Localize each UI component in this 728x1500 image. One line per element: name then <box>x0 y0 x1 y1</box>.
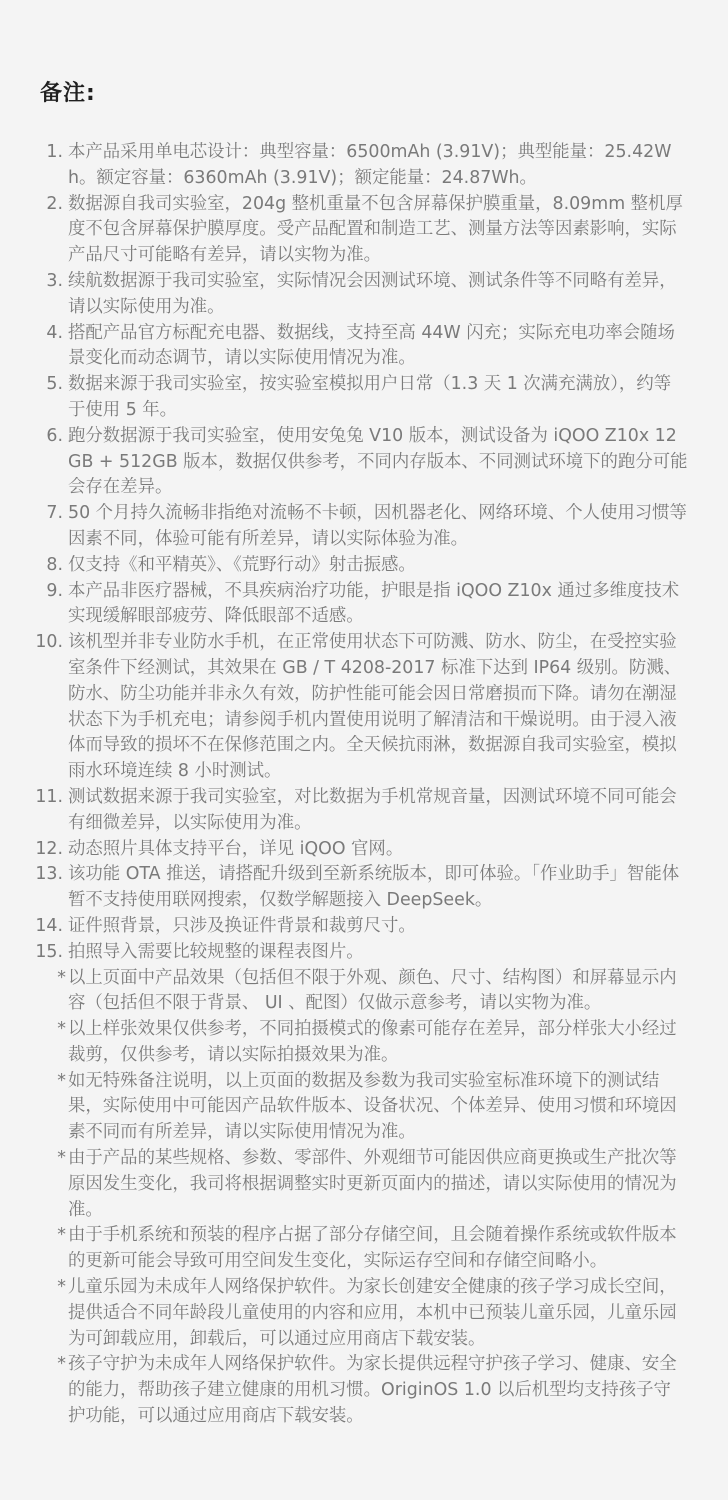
note-text: 动态照片具体支持平台，详见 iQOO 官网。 <box>68 838 404 859</box>
note-number: 6. <box>46 425 63 446</box>
note-text: 数据源自我司实验室，204g 整机重量不包含屏幕保护膜重量，8.09mm 整机厚度不包含屏幕保护膜厚度。受产品配置和制造工艺、测量方法等因素影响，实际产品尺寸可能略有差异，请以实物为准。 <box>68 193 683 266</box>
note-item-10 <box>0 630 728 785</box>
note-text: 50 个月持久流畅非指绝对流畅不卡顿，因机器老化、网络环境、个人使用习惯等因素不同，体验可能有所差异，请以实际体验为准。 <box>68 503 687 549</box>
note-text: 拍照导入需要比较规整的课程表图片。 <box>68 941 364 962</box>
disclaimer-text: 由于手机系统和预装的程序占据了部分存储空间，且会随着操作系统或软件版本的更新可能会导致可用空间发生变化，实际运存空间和存储空间略小。 <box>68 1225 677 1272</box>
note-item-3 <box>0 269 728 321</box>
note-text: 数据来源于我司实验室，按实验室模拟用户日常（1.3 天 1 次满充满放），约等于使用 5 年。 <box>68 374 672 420</box>
note-number: 8. <box>46 554 63 575</box>
note-text: 该功能 OTA 推送，请搭配升级到至新系统版本，即可体验。「作业助手」智能体暂不支持使用联网搜索，仅数学解题接入 DeepSeek。 <box>68 864 680 911</box>
note-number: 2. <box>46 193 63 214</box>
disclaimer-item <box>0 1223 728 1275</box>
asterisk-marker: * <box>57 1354 66 1375</box>
note-item-13 <box>0 862 728 914</box>
disclaimer-item <box>0 1146 728 1223</box>
note-item-4 <box>0 321 728 373</box>
note-text: 本产品采用单电芯设计：典型容量：6500mAh (3.91V)；典型能量：25.42Wh。额定容量：6360mAh (3.91V)；额定能量：24.87Wh。 <box>68 142 672 188</box>
asterisk-marker: * <box>57 1070 66 1091</box>
note-text: 仅支持《和平精英》、《荒野行动》射击振感。 <box>68 554 416 575</box>
asterisk-marker: * <box>57 967 66 988</box>
disclaimer-text: 以上页面中产品效果（包括但不限于外观、颜色、尺寸、结构图）和屏幕显示内容（包括但不限于背景、 UI 、配图）仅做示意参考，请以实物为准。 <box>68 967 677 1014</box>
asterisk-marker: * <box>57 1019 66 1040</box>
asterisk-marker: * <box>57 1148 66 1169</box>
note-item-12 <box>0 837 728 863</box>
note-number: 10. <box>35 632 63 653</box>
note-item-8 <box>0 553 728 579</box>
disclaimer-item <box>0 1352 728 1429</box>
note-number: 13. <box>35 864 63 885</box>
disclaimer-text: 孩子守护为未成年人网络保护软件。为家长提供远程守护孩子学习、健康、安全的能力，帮助孩子建立健康的用机习惯。OriginOS 1.0 以后机型均支持孩子守护功能，可以通过应用商店下载安装。 <box>68 1354 677 1427</box>
note-number: 7. <box>46 503 63 524</box>
note-number: 1. <box>46 142 63 162</box>
note-number: 14. <box>35 915 63 936</box>
note-item-9 <box>0 579 728 631</box>
disclaimer-item <box>0 966 728 1018</box>
asterisk-marker: * <box>57 1277 66 1298</box>
disclaimer-item <box>0 1275 728 1352</box>
note-item-7 <box>0 501 728 553</box>
note-number: 12. <box>35 838 63 859</box>
disclaimer-item <box>0 1017 728 1069</box>
note-text: 搭配产品官方标配充电器、数据线，支持至高 44W 闪充；实际充电功率会随场景变化而动态调节，请以实际使用情况为准。 <box>68 322 675 369</box>
disclaimer-text: 由于产品的某些规格、参数、零部件、外观细节可能因供应商更换或生产批次等原因发生变化，我司将根据调整实时更新页面内的描述，请以实际使用的情况为准。 <box>68 1148 677 1220</box>
note-text: 该机型并非专业防水手机，在正常使用状态下可防溅、防水、防尘，在受控实验室条件下经测试，其效果在 GB / T 4208-2017 标准下达到 IP64 级别。防溅、防水、防尘功能并非永久有效，防护性能可能会因日常磨损而下降。请勿在潮湿状态下为手机充电；请参阅手机内置使用说明了解清洁和干燥说明。由于浸入液体而导致的损坏不在保修范围之内。全天候抗雨淋，数据源自我司实验室，模拟雨水环境连续 8 小时测试。 <box>68 632 682 782</box>
asterisk-marker: * <box>57 1225 66 1246</box>
note-item-11 <box>0 785 728 837</box>
page-title: 备注: <box>40 81 96 106</box>
disclaimer-text: 以上样张效果仅供参考，不同拍摄模式的像素可能存在差异，部分样张大小经过裁剪，仅供参考，请以实际拍摄效果为准。 <box>68 1019 677 1065</box>
note-item-1 <box>0 140 728 192</box>
note-text: 测试数据来源于我司实验室，对比数据为手机常规音量，因测试环境不同可能会有细微差异，以实际使用为准。 <box>68 786 677 833</box>
note-text: 跑分数据源于我司实验室，使用安兔兔 V10 版本，测试设备为 iQOO Z10x 12GB + 512GB 版本，数据仅供参考，不同内存版本、不同测试环境下的跑分可能会存在差异。 <box>68 425 688 498</box>
note-item-6 <box>0 424 728 501</box>
note-text: 本产品非医疗器械，不具疾病治疗功能，护眼是指 iQOO Z10x 通过多维度技术实现缓解眼部疲劳、降低眼部不适感。 <box>68 580 680 627</box>
note-number: 3. <box>46 270 63 291</box>
note-item-2 <box>0 192 728 269</box>
note-number: 11. <box>35 786 63 807</box>
note-item-5 <box>0 372 728 424</box>
notes-list <box>0 140 728 1430</box>
note-number: 9. <box>46 580 63 601</box>
note-number: 4. <box>46 322 63 343</box>
disclaimer-text: 如无特殊备注说明，以上页面的数据及参数为我司实验室标准环境下的测试结果，实际使用中可能因产品软件版本、设备状况、个体差异、使用习惯和环境因素不同而有所差异，请以实际使用情况为准。 <box>68 1070 677 1143</box>
note-item-15 <box>0 940 728 966</box>
note-text: 续航数据源于我司实验室，实际情况会因测试环境、测试条件等不同略有差异，请以实际使用为准。 <box>68 270 677 317</box>
note-item-14 <box>0 914 728 940</box>
note-text: 证件照背景，只涉及换证件背景和裁剪尺寸。 <box>68 915 416 936</box>
disclaimer-item <box>0 1069 728 1146</box>
note-number: 5. <box>46 374 63 395</box>
note-number: 15. <box>35 941 63 962</box>
disclaimer-text: 儿童乐园为未成年人网络保护软件。为家长创建安全健康的孩子学习成长空间，提供适合不同年龄段儿童使用的内容和应用，本机中已预装儿童乐园，儿童乐园为可卸载应用，卸载后，可以通过应用商店下载安装。 <box>68 1277 677 1349</box>
